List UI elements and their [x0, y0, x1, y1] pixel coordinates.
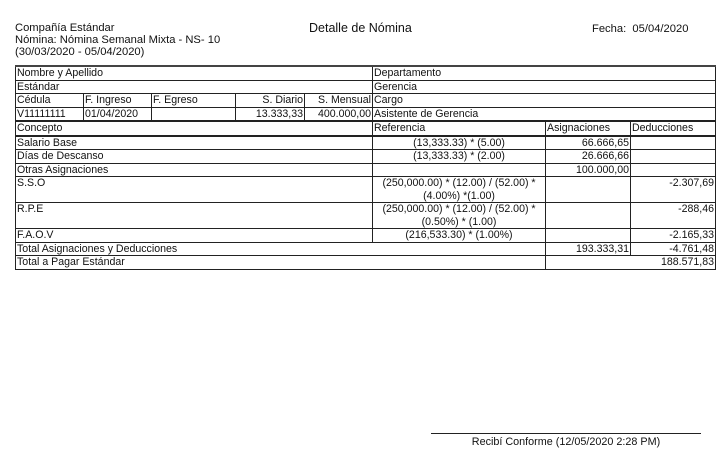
- position-label: Cargo: [373, 94, 716, 108]
- exit-date-value: [152, 107, 236, 121]
- employee-name-header-row: [16, 66, 716, 80]
- total-deductions: -4.761,48: [631, 242, 716, 256]
- concept-reference: (250,000.00) * (12.00) / (52.00) * (0.50%) * (1.00): [373, 203, 546, 229]
- concept-deduction: [631, 150, 716, 164]
- name-label: Nombre y Apellido: [16, 66, 373, 80]
- concept-assignment: 100.000,00: [546, 163, 631, 177]
- id-value: V11111111: [16, 107, 84, 121]
- concept-row: [16, 136, 716, 150]
- totals-label: Total Asignaciones y Deducciones: [16, 242, 546, 256]
- receipt-confirmation: Recibí Conforme (12/05/2020 2:28 PM): [471, 436, 661, 448]
- concept-name: S.S.O: [16, 177, 373, 203]
- daily-salary-label: S. Diario: [236, 94, 305, 108]
- hire-date-value: 01/04/2020: [84, 107, 152, 121]
- concept-row: [16, 177, 716, 203]
- concept-assignment: [546, 229, 631, 243]
- concept-row: [16, 163, 716, 177]
- concept-assignment: 26.666,66: [546, 150, 631, 164]
- concept-reference: [373, 163, 546, 177]
- document-title: Detalle de Nómina: [309, 21, 412, 35]
- date-value: 05/04/2020: [632, 23, 689, 35]
- concept-reference: (13,333.33) * (2.00): [373, 150, 546, 164]
- hire-date-label: F. Ingreso: [84, 94, 152, 108]
- department-label: Departamento: [373, 66, 716, 80]
- concept-deduction: [631, 136, 716, 150]
- signature-line: [431, 433, 701, 434]
- concept-reference: (216,533.30) * (1.00%): [373, 229, 546, 243]
- concept-name: Días de Descanso: [16, 150, 373, 164]
- employee-columns-header-row: [16, 94, 716, 108]
- deductions-header: Deducciones: [631, 121, 716, 136]
- payroll-period: (30/03/2020 - 05/04/2020): [15, 46, 145, 58]
- concept-row: [16, 150, 716, 164]
- concept-assignment: [546, 203, 631, 229]
- concept-assignment: 66.666,65: [546, 136, 631, 150]
- reference-header: Referencia: [373, 121, 546, 136]
- totals-row: [16, 242, 716, 256]
- company-name: Compañía Estándar: [15, 22, 115, 34]
- monthly-salary-label: S. Mensual: [305, 94, 373, 108]
- payroll-name: Nómina: Nómina Semanal Mixta - NS- 10: [15, 34, 221, 46]
- assignments-header: Asignaciones: [546, 121, 631, 136]
- position-value: Asistente de Gerencia: [373, 107, 716, 121]
- name-value: Estándar: [16, 80, 373, 94]
- concept-row: [16, 203, 716, 229]
- document-date: [592, 23, 688, 36]
- concept-name: R.P.E: [16, 203, 373, 229]
- department-value: Gerencia: [373, 80, 716, 94]
- id-label: Cédula: [16, 94, 84, 108]
- concept-name: F.A.O.V: [16, 229, 373, 243]
- concept-header: Concepto: [16, 121, 373, 136]
- concept-deduction: -2.307,69: [631, 177, 716, 203]
- concepts-header-row: [16, 121, 716, 136]
- concept-deduction: [631, 163, 716, 177]
- employee-name-value-row: [16, 80, 716, 94]
- concept-name: Salario Base: [16, 136, 373, 150]
- monthly-salary-value: 400.000,00: [305, 107, 373, 121]
- concept-deduction: -2.165,33: [631, 229, 716, 243]
- payroll-detail-table: [15, 65, 716, 270]
- concept-assignment: [546, 177, 631, 203]
- net-pay-label: Total a Pagar Estándar: [16, 256, 546, 270]
- concept-reference: (13,333.33) * (5.00): [373, 136, 546, 150]
- concept-name: Otras Asignaciones: [16, 163, 373, 177]
- concept-deduction: -288,46: [631, 203, 716, 229]
- total-assignments: 193.333,31: [546, 242, 631, 256]
- net-pay-row: [16, 256, 716, 270]
- date-label: Fecha:: [592, 23, 627, 35]
- concept-reference: (250,000.00) * (12.00) / (52.00) * (4.00%) *(1.00): [373, 177, 546, 203]
- exit-date-label: F. Egreso: [152, 94, 236, 108]
- net-pay-value: 188.571,83: [546, 256, 716, 270]
- employee-values-row: [16, 107, 716, 121]
- daily-salary-value: 13.333,33: [236, 107, 305, 121]
- concept-row: [16, 229, 716, 243]
